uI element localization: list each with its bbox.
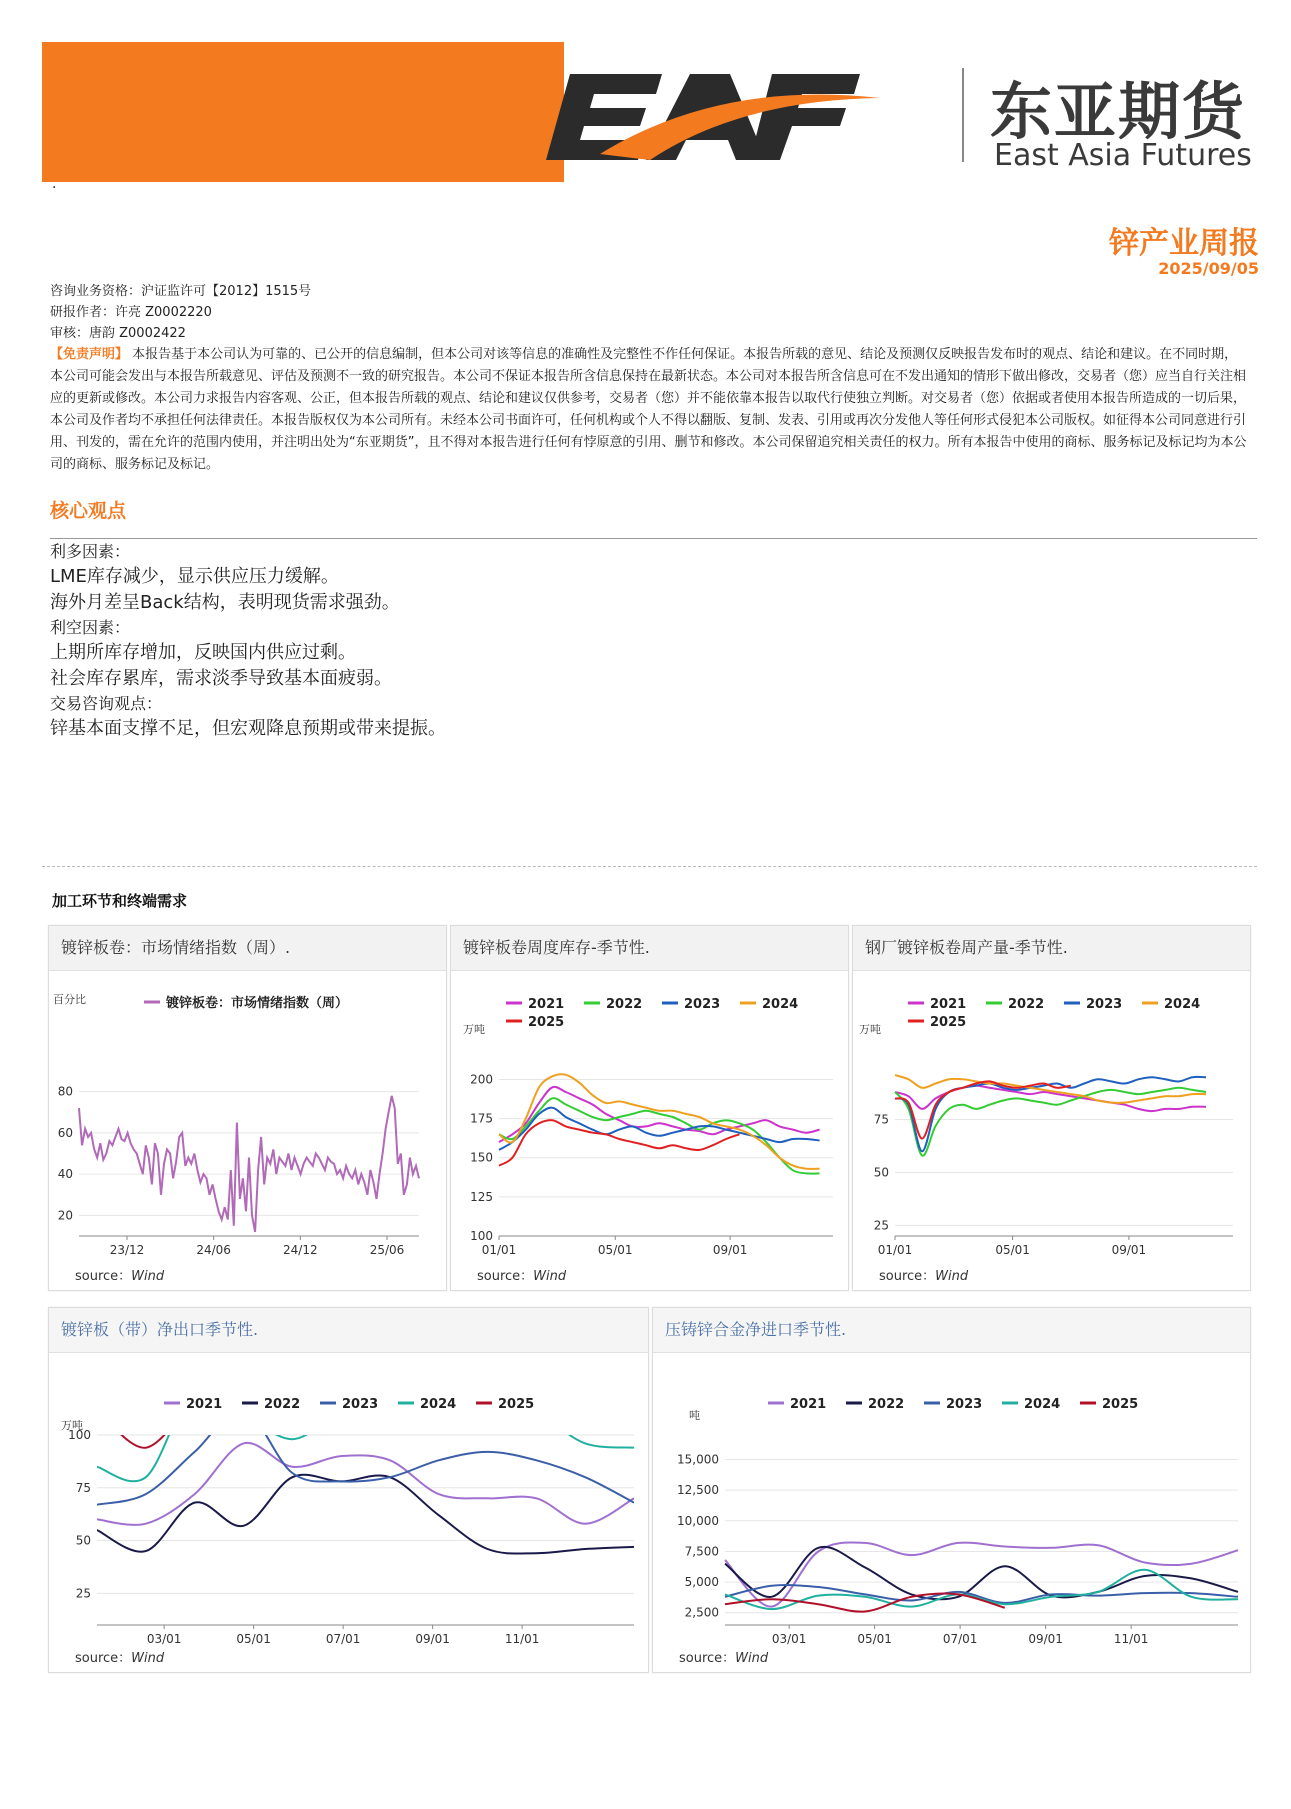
legend-label: 2024: [1024, 1397, 1061, 1412]
chart-title: 钢厂镀锌板卷周产量-季节性.: [853, 926, 1250, 971]
bear-label: 利空因素：: [50, 618, 131, 637]
chart-source: source：Wind: [477, 1269, 567, 1284]
bull-label: 利多因素：: [50, 542, 131, 561]
legend-label: 2022: [1008, 997, 1045, 1012]
legend-label: 2022: [264, 1397, 301, 1412]
legend-label: 2023: [1086, 997, 1123, 1012]
x-tick-label: 09/01: [415, 1632, 450, 1646]
x-tick-label: 05/01: [597, 1243, 633, 1257]
y-tick-label: 80: [57, 1084, 73, 1099]
bullet-dot: ·: [52, 180, 57, 196]
company-logo: [560, 50, 1260, 180]
y-tick-label: 200: [470, 1072, 493, 1087]
x-tick-label: 11/01: [504, 1632, 540, 1646]
section-divider: [50, 538, 1257, 539]
chart-panel-output: [852, 925, 1251, 1291]
core-view-body: [50, 540, 1250, 742]
x-tick-label: 09/01: [1028, 1632, 1063, 1646]
y-tick-label: 75: [873, 1112, 889, 1127]
legend-label: 2021: [528, 997, 565, 1012]
disclaimer-tag: 【免责声明】: [50, 347, 129, 362]
y-tick-label: 100: [68, 1428, 91, 1442]
y-tick-label: 60: [57, 1125, 73, 1140]
x-tick-label: 23/12: [109, 1243, 145, 1257]
logo-separator: [962, 68, 964, 162]
x-tick-label: 05/01: [995, 1243, 1030, 1257]
reviewer-line: 审核：唐韵 Z0002422: [50, 326, 186, 341]
chart-output: [853, 971, 1250, 1289]
report-date: 2025/09/05: [1158, 259, 1259, 278]
y-tick-label: 50: [873, 1165, 889, 1180]
section2-title: 加工环节和终端需求: [52, 892, 188, 910]
y-tick-label: 10,000: [677, 1513, 719, 1528]
legend-label: 2025: [1102, 1397, 1139, 1412]
report-title: 锌产业周报: [1109, 226, 1259, 261]
author-line: 研报作者：许亮 Z0002220: [50, 305, 212, 320]
bear-point: 社会库存累库，需求淡季导致基本面疲弱。: [50, 668, 392, 689]
x-tick-label: 03/01: [146, 1632, 182, 1646]
chart-net-import: [653, 1353, 1250, 1671]
y-tick-label: 40: [57, 1167, 73, 1182]
disclaimer: [50, 344, 1250, 476]
advice-point: 锌基本面支撑不足，但宏观降息预期或带来提振。: [50, 718, 446, 739]
series-line-2025: [97, 1397, 195, 1448]
x-tick-label: 24/06: [196, 1243, 231, 1257]
legend-label: 2023: [342, 1397, 379, 1412]
legend-label: 2021: [790, 1397, 827, 1412]
chart-panel-sentiment: [48, 925, 447, 1291]
y-tick-label: 150: [470, 1150, 493, 1165]
legend-label: 2025: [498, 1397, 535, 1412]
chart-panel-inventory: [450, 925, 849, 1291]
legend-label: 2024: [1164, 997, 1201, 1012]
series-line-2021: [97, 1443, 634, 1525]
x-tick-label: 01/01: [481, 1243, 517, 1257]
legend-label: 2025: [930, 1015, 967, 1030]
chart-source: source：Wind: [75, 1269, 165, 1284]
y-tick-label: 15,000: [677, 1452, 719, 1467]
chart-title: 镀锌板卷周度库存-季节性.: [451, 926, 848, 971]
y-tick-label: 5,000: [684, 1575, 719, 1590]
legend-label: 镀锌板卷：市场情绪指数（周）: [166, 996, 349, 1011]
series-line-2024: [725, 1570, 1238, 1609]
y-tick-label: 175: [470, 1111, 493, 1126]
series-line-2023: [895, 1077, 1206, 1151]
eaf-logo-mark: [540, 50, 940, 180]
chart-title: 镀锌板（带）净出口季节性.: [49, 1308, 648, 1353]
chart-panel-net-import: [652, 1307, 1251, 1673]
x-tick-label: 11/01: [1113, 1632, 1149, 1646]
dashed-divider: [42, 866, 1257, 867]
y-tick-label: 2,500: [684, 1605, 719, 1620]
core-view-title: 核心观点: [50, 500, 127, 522]
y-tick-label: 75: [75, 1480, 91, 1495]
x-tick-label: 05/01: [236, 1632, 271, 1646]
x-tick-label: 07/01: [942, 1632, 978, 1646]
chart-panel-net-export: [48, 1307, 649, 1673]
bear-point: 上期所库存增加，反映国内供应过剩。: [50, 642, 356, 663]
y-axis-unit: 百分比: [53, 993, 86, 1006]
legend-label: 2021: [930, 997, 967, 1012]
legend-label: 2024: [420, 1397, 457, 1412]
logo-english-name: East Asia Futures: [994, 138, 1252, 173]
x-tick-label: 01/01: [877, 1243, 913, 1257]
x-tick-label: 05/01: [857, 1632, 892, 1646]
x-tick-label: 03/01: [771, 1632, 807, 1646]
x-tick-label: 09/01: [1111, 1243, 1147, 1257]
legend-label: 2023: [946, 1397, 983, 1412]
y-tick-label: 25: [75, 1586, 91, 1601]
legend-label: 2022: [868, 1397, 905, 1412]
chart-title: 镀锌板卷：市场情绪指数（周）.: [49, 926, 446, 971]
chart-source: source：Wind: [879, 1269, 969, 1284]
legend-label: 2024: [762, 997, 799, 1012]
y-axis-unit: 万吨: [859, 1023, 881, 1036]
advice-label: 交易咨询观点：: [50, 694, 163, 713]
y-tick-label: 12,500: [677, 1483, 719, 1498]
bull-point: 海外月差呈Back结构，表明现货需求强劲。: [50, 592, 400, 613]
y-tick-label: 7,500: [684, 1544, 719, 1559]
disclaimer-text: 本报告基于本公司认为可靠的、已公开的信息编制，但本公司对该等信息的准确性及完整性不作任何保证。本报告所载的意见、结论及预测仅反映报告发布时的观点、结论和建议。在不同时期，本公司可能会发出与本报告所载意见、评估及预测不一致的研究报告。本公司不保证本报告所含信息保持在最新状态。本公司对本报告所含信息可在不发出通知的情形下做出修改，交易者（您）应当自行关注相应的更新或修改。本公司力求报告内容客观、公正，但本报告所载的观点、结论和建议仅供参考，交易者（您）并不能依靠本报告以取代行使独立判断。对交易者（您）依据或者使用本报告所造成的一切后果，本公司及作者均不承担任何法律责任。本报告版权仅为本公司所有。未经本公司书面许可，任何机构或个人不得以翻版、复制、发表、引用或再次分发他人等任何形式侵犯本公司版权。如征得本公司同意进行引用、刊发的，需在允许的范围内使用，并注明出处为“东亚期货”，且不得对本报告进行任何有悖原意的引用、删节和修改。本公司保留追究相关责任的权力。所有本报告中使用的商标、服务标记及标记均为本公司的商标、服务标记及标记。: [50, 347, 1247, 472]
chart-source: source：Wind: [679, 1651, 769, 1666]
legend-label: 2021: [186, 1397, 223, 1412]
y-axis-unit: 万吨: [463, 1023, 485, 1036]
chart-inventory: [451, 971, 848, 1289]
y-tick-label: 50: [75, 1533, 91, 1548]
y-tick-label: 20: [57, 1208, 73, 1223]
x-tick-label: 07/01: [325, 1632, 361, 1646]
chart-sentiment: [49, 971, 446, 1289]
x-tick-label: 24/12: [283, 1243, 318, 1257]
chart-title: 压铸锌合金净进口季节性.: [653, 1308, 1250, 1353]
chart-net-export: [49, 1353, 648, 1671]
header-orange-bar: [42, 42, 564, 182]
legend-label: 2025: [528, 1015, 565, 1030]
y-tick-label: 100: [470, 1229, 493, 1243]
chart-source: source：Wind: [75, 1651, 165, 1666]
series-line-: [79, 1096, 419, 1232]
x-tick-label: 09/01: [712, 1243, 748, 1257]
y-axis-unit: 吨: [689, 1409, 700, 1422]
series-line-2023: [97, 1409, 634, 1504]
bull-point: LME库存减少，显示供应压力缓解。: [50, 566, 339, 587]
series-line-2022: [97, 1475, 634, 1554]
legend-label: 2022: [606, 997, 643, 1012]
legend-label: 2023: [684, 997, 721, 1012]
x-tick-label: 25/06: [369, 1243, 405, 1257]
y-tick-label: 125: [470, 1189, 493, 1204]
qualification-line: 咨询业务资格：沪证监许可【2012】1515号: [50, 284, 312, 299]
y-axis-unit: 万吨: [61, 1419, 83, 1432]
y-tick-label: 25: [873, 1218, 889, 1233]
logo-chinese-name: 东亚期货: [990, 75, 1247, 148]
